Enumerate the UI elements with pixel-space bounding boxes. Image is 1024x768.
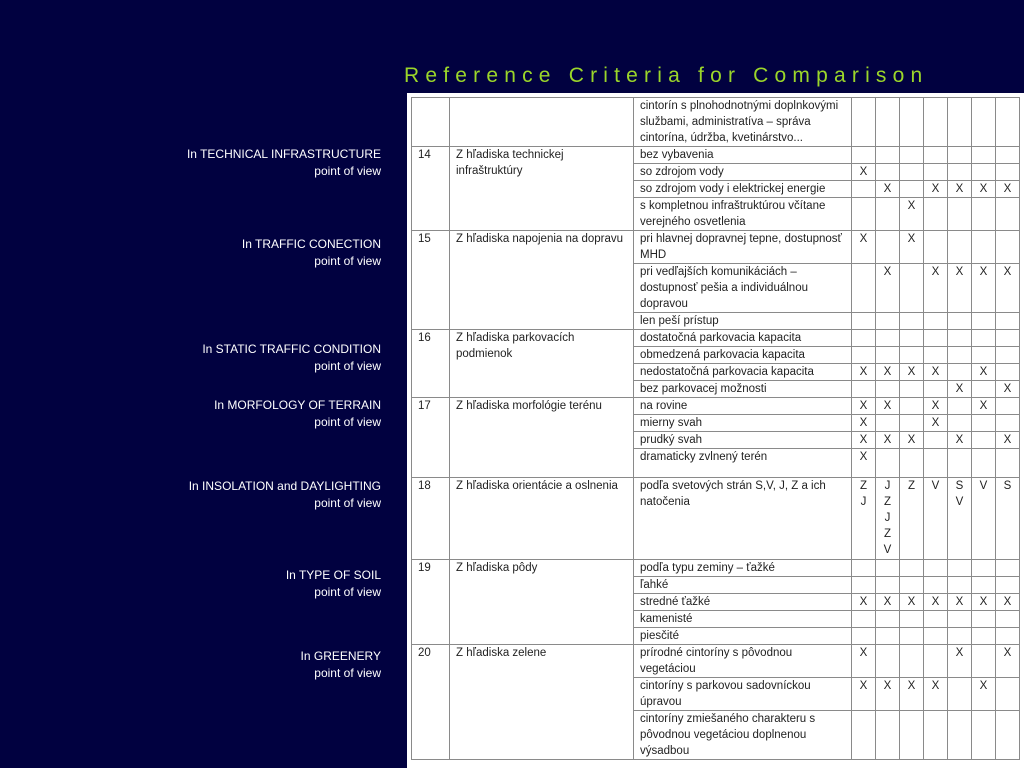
criterion-name: Z hľadiska parkovacích podmienok	[450, 330, 634, 398]
mark-cell	[900, 577, 924, 594]
option-cell: stredné ťažké	[634, 594, 852, 611]
mark-cell	[876, 645, 900, 678]
mark-cell	[924, 231, 948, 264]
mark-cell	[972, 577, 996, 594]
mark-cell	[996, 415, 1020, 432]
mark-cell: V	[924, 478, 948, 560]
mark-cell	[972, 611, 996, 628]
mark-cell	[948, 313, 972, 330]
mark-cell	[948, 347, 972, 364]
mark-cell: X	[948, 594, 972, 611]
criteria-table	[411, 97, 1020, 760]
mark-cell	[972, 415, 996, 432]
mark-cell: X	[972, 594, 996, 611]
mark-cell	[948, 330, 972, 347]
mark-cell	[948, 415, 972, 432]
mark-cell: X	[876, 398, 900, 415]
option-cell: dramaticky zvlnený terén	[634, 449, 852, 478]
table-row	[412, 98, 1020, 147]
mark-cell	[852, 381, 876, 398]
mark-cell: Z	[900, 478, 924, 560]
criterion-number: 16	[412, 330, 450, 398]
option-cell: s kompletnou infraštruktúrou včítane verejného osvetlenia	[634, 198, 852, 231]
mark-cell	[924, 198, 948, 231]
mark-cell	[924, 611, 948, 628]
mark-cell	[852, 611, 876, 628]
mark-cell: X	[996, 381, 1020, 398]
mark-cell: X	[972, 181, 996, 198]
option-cell: podľa typu zeminy – ťažké	[634, 560, 852, 577]
mark-cell	[876, 198, 900, 231]
mark-cell	[876, 347, 900, 364]
mark-cell	[948, 577, 972, 594]
page-title: Reference Criteria for Comparison	[404, 64, 929, 87]
mark-cell	[924, 432, 948, 449]
mark-cell: X	[900, 432, 924, 449]
mark-cell	[996, 449, 1020, 478]
mark-cell	[996, 398, 1020, 415]
mark-cell: X	[924, 264, 948, 313]
option-cell: kamenisté	[634, 611, 852, 628]
mark-cell	[948, 147, 972, 164]
mark-cell	[900, 313, 924, 330]
mark-cell	[948, 98, 972, 147]
mark-cell	[972, 313, 996, 330]
mark-cell	[972, 381, 996, 398]
mark-cell: X	[852, 364, 876, 381]
criterion-name: Z hľadiska morfológie terénu	[450, 398, 634, 478]
mark-cell	[876, 381, 900, 398]
mark-cell	[852, 711, 876, 760]
mark-cell	[876, 231, 900, 264]
mark-cell: X	[900, 364, 924, 381]
mark-cell	[900, 645, 924, 678]
mark-cell: X	[924, 181, 948, 198]
criterion-number: 19	[412, 560, 450, 645]
mark-cell	[996, 711, 1020, 760]
mark-cell	[924, 330, 948, 347]
mark-cell	[900, 560, 924, 577]
option-cell: prírodné cintoríny s pôvodnou vegetáciou	[634, 645, 852, 678]
table-row	[412, 231, 1020, 264]
label-type-of-soil: In TYPE OF SOIL point of view	[285, 568, 381, 599]
mark-cell: X	[876, 364, 900, 381]
mark-cell	[996, 560, 1020, 577]
option-cell: pri vedľajších komunikáciách – dostupnosť pešia a individuálnou dopravou	[634, 264, 852, 313]
mark-cell	[996, 577, 1020, 594]
mark-cell	[972, 449, 996, 478]
mark-cell: X	[852, 432, 876, 449]
criterion-name: Z hľadiska pôdy	[450, 560, 634, 645]
mark-cell: X	[852, 398, 876, 415]
mark-cell: X	[876, 181, 900, 198]
label-static-traffic: In STATIC TRAFFIC CONDITION point of view	[202, 342, 381, 373]
mark-cell: X	[900, 198, 924, 231]
mark-cell	[852, 330, 876, 347]
mark-cell	[948, 628, 972, 645]
mark-cell	[972, 198, 996, 231]
mark-cell: S V	[948, 478, 972, 560]
mark-cell	[924, 98, 948, 147]
mark-cell	[924, 164, 948, 181]
mark-cell: X	[996, 645, 1020, 678]
option-cell: nedostatočná parkovacia kapacita	[634, 364, 852, 381]
mark-cell: Z J	[852, 478, 876, 560]
mark-cell	[852, 577, 876, 594]
mark-cell: X	[924, 398, 948, 415]
mark-cell	[924, 381, 948, 398]
mark-cell	[972, 628, 996, 645]
table-row	[412, 560, 1020, 577]
option-cell: cintorín s plnohodnotnými doplnkovými službami, administratíva – správa cintorína, údržba, kvetinárstvo...	[634, 98, 852, 147]
label-morfology-terrain: In MORFOLOGY OF TERRAIN point of view	[214, 398, 381, 429]
mark-cell: X	[924, 594, 948, 611]
mark-cell	[900, 449, 924, 478]
table-row	[412, 330, 1020, 347]
mark-cell	[876, 98, 900, 147]
mark-cell	[852, 560, 876, 577]
mark-cell	[852, 98, 876, 147]
mark-cell	[876, 560, 900, 577]
mark-cell	[924, 577, 948, 594]
mark-cell	[852, 147, 876, 164]
mark-cell	[900, 628, 924, 645]
mark-cell	[996, 628, 1020, 645]
mark-cell: X	[948, 264, 972, 313]
mark-cell	[900, 415, 924, 432]
mark-cell: X	[852, 449, 876, 478]
option-cell: pri hlavnej dopravnej tepne, dostupnosť MHD	[634, 231, 852, 264]
mark-cell	[876, 415, 900, 432]
mark-cell	[996, 364, 1020, 381]
mark-cell	[852, 347, 876, 364]
mark-cell: X	[996, 181, 1020, 198]
criterion-number: 15	[412, 231, 450, 330]
mark-cell: X	[972, 264, 996, 313]
mark-cell	[876, 711, 900, 760]
mark-cell: X	[996, 264, 1020, 313]
table-row	[412, 645, 1020, 678]
label-traffic-connection: In TRAFFIC CONECTION point of view	[241, 237, 381, 268]
mark-cell: X	[876, 264, 900, 313]
mark-cell	[900, 147, 924, 164]
mark-cell: X	[972, 398, 996, 415]
criterion-number: 17	[412, 398, 450, 478]
table-row	[412, 398, 1020, 415]
mark-cell	[924, 313, 948, 330]
mark-cell: X	[972, 364, 996, 381]
mark-cell	[924, 147, 948, 164]
mark-cell	[948, 560, 972, 577]
mark-cell: X	[996, 594, 1020, 611]
mark-cell	[972, 432, 996, 449]
mark-cell	[972, 147, 996, 164]
mark-cell	[996, 330, 1020, 347]
mark-cell: X	[852, 231, 876, 264]
mark-cell	[876, 449, 900, 478]
mark-cell	[924, 645, 948, 678]
option-cell: piesčité	[634, 628, 852, 645]
mark-cell: X	[876, 594, 900, 611]
mark-cell: X	[924, 678, 948, 711]
criterion-name: Z hľadiska orientácie a oslnenia	[450, 478, 634, 560]
option-cell: na rovine	[634, 398, 852, 415]
mark-cell: X	[852, 594, 876, 611]
mark-cell	[900, 98, 924, 147]
mark-cell	[900, 381, 924, 398]
option-cell: prudký svah	[634, 432, 852, 449]
mark-cell	[852, 264, 876, 313]
mark-cell	[948, 449, 972, 478]
mark-cell: X	[996, 432, 1020, 449]
mark-cell: X	[948, 432, 972, 449]
mark-cell	[996, 147, 1020, 164]
mark-cell	[852, 198, 876, 231]
mark-cell: X	[924, 364, 948, 381]
option-cell: so zdrojom vody	[634, 164, 852, 181]
option-cell: dostatočná parkovacia kapacita	[634, 330, 852, 347]
mark-cell	[972, 330, 996, 347]
mark-cell: X	[972, 678, 996, 711]
mark-cell	[972, 645, 996, 678]
mark-cell	[948, 231, 972, 264]
table-row	[412, 147, 1020, 164]
mark-cell	[996, 198, 1020, 231]
criterion-name: Z hľadiska napojenia na dopravu	[450, 231, 634, 330]
mark-cell: V	[972, 478, 996, 560]
mark-cell: J Z J Z V	[876, 478, 900, 560]
mark-cell	[996, 164, 1020, 181]
mark-cell	[948, 711, 972, 760]
mark-cell: X	[900, 231, 924, 264]
criterion-number: 14	[412, 147, 450, 231]
mark-cell	[972, 98, 996, 147]
option-cell: bez parkovacej možnosti	[634, 381, 852, 398]
criterion-name: Z hľadiska technickej infraštruktúry	[450, 147, 634, 231]
mark-cell: X	[900, 594, 924, 611]
option-cell: so zdrojom vody i elektrickej energie	[634, 181, 852, 198]
label-insolation: In INSOLATION and DAYLIGHTING point of view	[188, 479, 381, 510]
mark-cell	[996, 678, 1020, 711]
option-cell: mierny svah	[634, 415, 852, 432]
mark-cell	[996, 98, 1020, 147]
mark-cell	[876, 313, 900, 330]
mark-cell	[876, 577, 900, 594]
criterion-cell	[450, 98, 634, 147]
mark-cell	[948, 164, 972, 181]
mark-cell: X	[924, 415, 948, 432]
option-cell: cintoríny s parkovou sadovníckou úpravou	[634, 678, 852, 711]
criterion-number: 18	[412, 478, 450, 560]
option-cell: podľa svetových strán S,V, J, Z a ich natočenia	[634, 478, 852, 560]
num-cell	[412, 98, 450, 147]
mark-cell	[996, 231, 1020, 264]
mark-cell: X	[948, 381, 972, 398]
mark-cell	[852, 181, 876, 198]
mark-cell: X	[852, 415, 876, 432]
option-cell: cintoríny zmiešaného charakteru s pôvodnou vegetáciou doplnenou výsadbou	[634, 711, 852, 760]
mark-cell: X	[948, 645, 972, 678]
mark-cell	[876, 611, 900, 628]
mark-cell	[996, 611, 1020, 628]
mark-cell	[852, 628, 876, 645]
mark-cell	[900, 181, 924, 198]
mark-cell	[900, 711, 924, 760]
label-greenery: In GREENERY point of view	[300, 649, 381, 680]
mark-cell	[948, 398, 972, 415]
mark-cell	[972, 164, 996, 181]
mark-cell	[900, 264, 924, 313]
mark-cell: X	[876, 678, 900, 711]
mark-cell	[924, 711, 948, 760]
mark-cell: X	[852, 645, 876, 678]
mark-cell	[900, 330, 924, 347]
mark-cell	[948, 678, 972, 711]
mark-cell	[876, 628, 900, 645]
mark-cell: X	[876, 432, 900, 449]
mark-cell	[924, 449, 948, 478]
mark-cell	[900, 611, 924, 628]
mark-cell	[948, 364, 972, 381]
mark-cell	[948, 198, 972, 231]
mark-cell: S	[996, 478, 1020, 560]
mark-cell	[972, 347, 996, 364]
criteria-table-panel	[407, 93, 1024, 768]
mark-cell	[996, 347, 1020, 364]
mark-cell	[924, 628, 948, 645]
option-cell: bez vybavenia	[634, 147, 852, 164]
criterion-name: Z hľadiska zelene	[450, 645, 634, 760]
mark-cell	[852, 313, 876, 330]
mark-cell	[876, 164, 900, 181]
mark-cell	[924, 347, 948, 364]
mark-cell	[876, 330, 900, 347]
mark-cell	[900, 164, 924, 181]
mark-cell	[876, 147, 900, 164]
option-cell: len peší prístup	[634, 313, 852, 330]
label-technical-infrastructure: In TECHNICAL INFRASTRUCTURE point of view	[186, 147, 381, 178]
mark-cell: X	[900, 678, 924, 711]
option-cell: obmedzená parkovacia kapacita	[634, 347, 852, 364]
mark-cell	[900, 398, 924, 415]
mark-cell	[972, 711, 996, 760]
criterion-number: 20	[412, 645, 450, 760]
mark-cell	[996, 313, 1020, 330]
table-row	[412, 478, 1020, 560]
mark-cell	[924, 560, 948, 577]
mark-cell: X	[948, 181, 972, 198]
mark-cell	[900, 347, 924, 364]
mark-cell: X	[852, 678, 876, 711]
mark-cell	[948, 611, 972, 628]
option-cell: ľahké	[634, 577, 852, 594]
mark-cell	[972, 560, 996, 577]
mark-cell: X	[852, 164, 876, 181]
mark-cell	[972, 231, 996, 264]
